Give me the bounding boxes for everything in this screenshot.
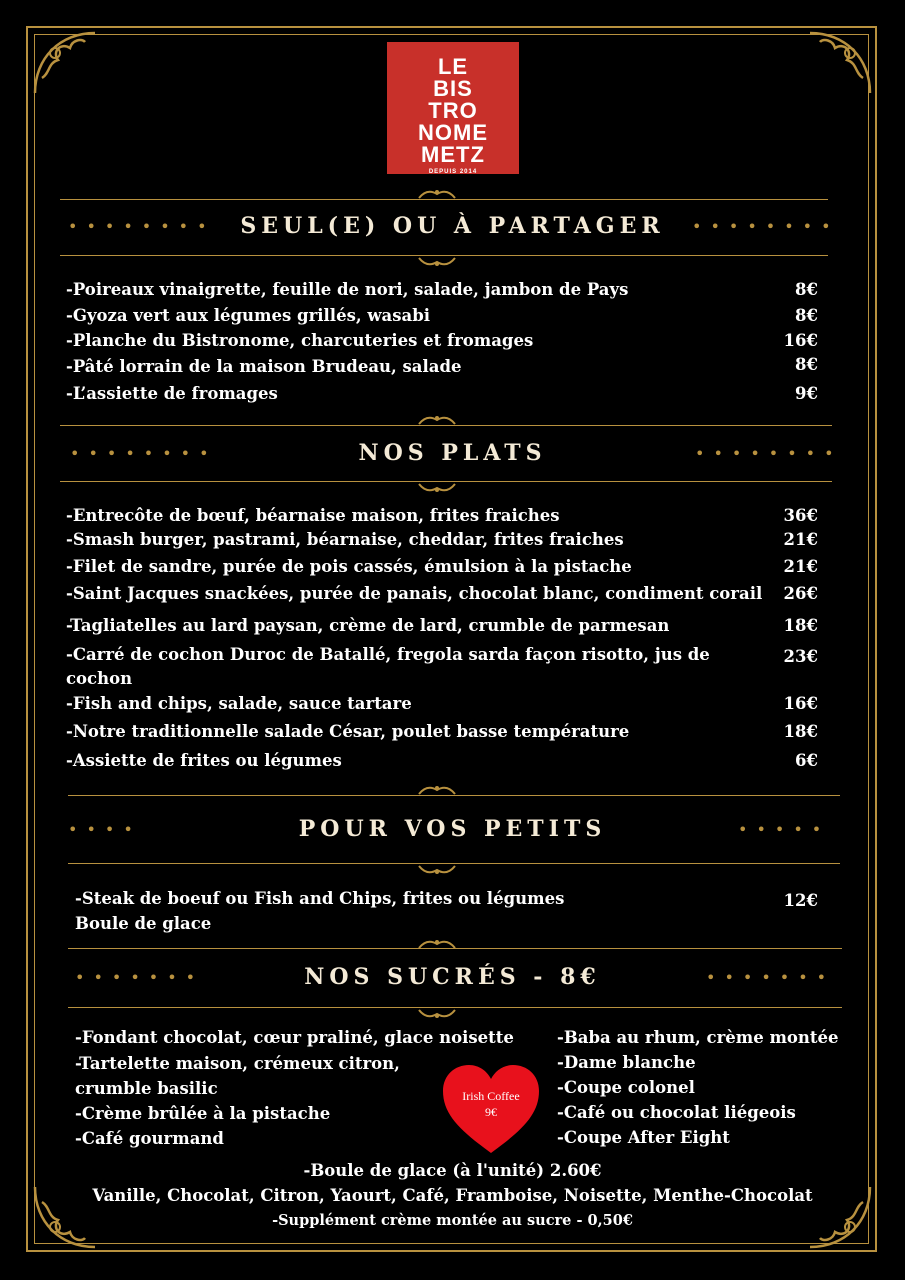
menu-item: -Saint Jacques snackées, purée de panais, chocolat blanc, condiment corail: [66, 584, 763, 603]
menu-item: -Tagliatelles au lard paysan, crème de lard, crumble de parmesan: [66, 616, 670, 635]
whipped-cream-supplement-line: -Supplément crème montée au sucre - 0,50€: [272, 1212, 633, 1229]
dessert-item: -Crème brûlée à la pistache: [75, 1104, 331, 1123]
section-title-partager: SEUL(E) OU À PARTAGER: [240, 213, 665, 239]
menu-price: 16€: [783, 694, 818, 713]
crown-ornament-icon: [417, 256, 457, 268]
menu-price: 8€: [795, 306, 818, 325]
logo-line: TRO: [428, 98, 478, 123]
menu-price: 16€: [783, 331, 818, 350]
corner-ornament-icon: [30, 28, 100, 98]
menu-price: 18€: [783, 616, 818, 635]
section-title-petits: POUR VOS PETITS: [298, 816, 607, 842]
crown-ornament-icon: [417, 864, 457, 876]
kids-menu-item: -Steak de boeuf ou Fish and Chips, frites ou légumes: [75, 889, 565, 908]
logo-tagline: DEPUIS 2014: [428, 169, 478, 175]
logo-line: NOME: [418, 120, 488, 145]
menu-price: 26€: [783, 584, 818, 603]
irish-coffee-label: [441, 1088, 541, 1120]
logo-line: BIS: [433, 76, 473, 101]
section-title-sucres: NOS SUCRÉS - 8€: [304, 964, 601, 990]
menu-price: 12€: [783, 891, 818, 910]
irish-coffee-name: Irish Coffee: [462, 1089, 520, 1103]
dessert-item: -Baba au rhum, crème montée: [557, 1028, 839, 1047]
crown-ornament-icon: [417, 938, 457, 950]
menu-item: -Poireaux vinaigrette, feuille de nori, salade, jambon de Pays: [66, 280, 629, 299]
menu-price: 8€: [795, 355, 818, 374]
menu-item: -Entrecôte de bœuf, béarnaise maison, frites fraiches: [66, 506, 560, 525]
menu-price: 8€: [795, 280, 818, 299]
dessert-item: -Tartelette maison, crémeux citron,: [75, 1054, 400, 1073]
menu-price: 36€: [783, 506, 818, 525]
ice-cream-scoop-line: -Boule de glace (à l'unité) 2.60€: [303, 1161, 602, 1180]
menu-item: -Filet de sandre, purée de pois cassés, émulsion à la pistache: [66, 557, 632, 576]
crown-ornament-icon: [417, 188, 457, 200]
menu-price: 9€: [795, 384, 818, 403]
dessert-item: -Coupe colonel: [557, 1078, 695, 1097]
crown-ornament-icon: [417, 414, 457, 426]
menu-price: 6€: [795, 751, 818, 770]
dots-ornament: •••••: [738, 820, 831, 839]
section-title-plats: NOS PLATS: [358, 440, 547, 466]
dessert-item: -Dame blanche: [557, 1053, 696, 1072]
logo-line: LE: [437, 54, 469, 79]
dessert-item: -Café gourmand: [75, 1129, 224, 1148]
dessert-item: -Coupe After Eight: [557, 1128, 730, 1147]
crown-ornament-icon: [417, 784, 457, 796]
menu-price: 21€: [783, 557, 818, 576]
dessert-item-continued: crumble basilic: [75, 1079, 218, 1098]
menu-price: 18€: [783, 722, 818, 741]
dots-ornament: ••••••••: [692, 217, 840, 236]
crown-ornament-icon: [417, 482, 457, 494]
dots-ornament: •••••••: [75, 968, 205, 987]
menu-item: -Planche du Bistronome, charcuteries et fromages: [66, 331, 534, 350]
menu-item: -Gyoza vert aux légumes grillés, wasabi: [66, 306, 431, 325]
menu-item: -Carré de cochon Duroc de Batallé, fregola sarda façon risotto, jus de: [66, 645, 710, 664]
corner-ornament-icon: [805, 28, 875, 98]
crown-ornament-icon: [417, 1008, 457, 1020]
menu-item-continued: cochon: [66, 669, 133, 688]
dots-ornament: ••••: [68, 820, 142, 839]
menu-item: -Fish and chips, salade, sauce tartare: [66, 694, 412, 713]
menu-price: 23€: [783, 647, 818, 666]
dessert-item: -Fondant chocolat, cœur praliné, glace noisette: [75, 1028, 514, 1047]
dots-ornament: ••••••••: [695, 444, 843, 463]
logo-line: METZ: [421, 142, 485, 167]
ice-cream-flavors-line: Vanille, Chocolat, Citron, Yaourt, Café, Framboise, Noisette, Menthe-Chocolat: [92, 1186, 813, 1205]
kids-menu-dessert: Boule de glace: [75, 914, 212, 933]
dessert-item: -Café ou chocolat liégeois: [557, 1103, 796, 1122]
dots-ornament: •••••••: [706, 968, 836, 987]
irish-coffee-price: 9€: [485, 1105, 497, 1120]
menu-item: -Assiette de frites ou légumes: [66, 751, 342, 770]
dots-ornament: ••••••••: [68, 217, 216, 236]
menu-item: -Notre traditionnelle salade César, poulet basse température: [66, 722, 630, 741]
menu-item: -Pâté lorrain de la maison Brudeau, salade: [66, 357, 462, 376]
dots-ornament: ••••••••: [70, 444, 218, 463]
menu-item: -Smash burger, pastrami, béarnaise, cheddar, frites fraiches: [66, 530, 624, 549]
menu-price: 21€: [783, 530, 818, 549]
menu-item: -L’assiette de fromages: [66, 384, 278, 403]
restaurant-logo: [387, 42, 519, 174]
